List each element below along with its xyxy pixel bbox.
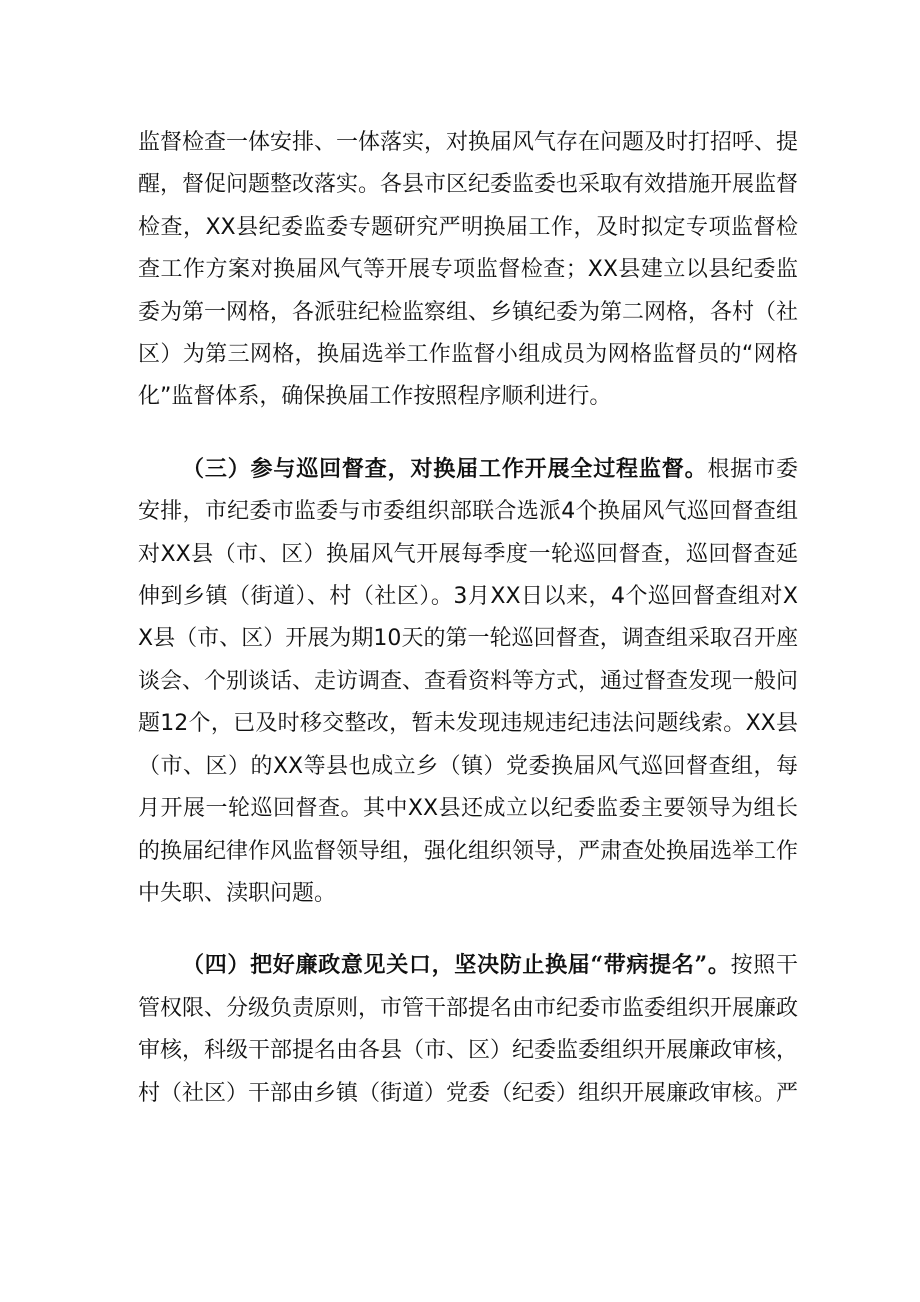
paragraph-section-4 [138, 944, 798, 1115]
section-heading: （四）把好廉政意见关口，坚决防止换届“带病提名”。 [182, 952, 731, 979]
paragraph-section-3 [138, 448, 798, 915]
paragraph-text: 根据市委安排，市纪委市监委与市委组织部联合选派4个换届风气巡回督查组对XX县（市、区）换届风气开展每季度一轮巡回督查，巡回督查延伸到乡镇（街道）、村（社区）。3月XX日以来，4个巡回督查组对XX县（市、区）开展为期10天的第一轮巡回督查，调查组采取召开座谈会、个别谈话、走访调查、查看资料等方式，通过督查发现一般问题12个，已及时移交整改，暂未发现违规违纪违法问题线索。XX县（市、区）的XX等县也成立乡（镇）党委换届风气巡回督查组，每月开展一轮巡回督查。其中XX县还成立以纪委监委主要领导为组长的换届纪律作风监督领导组，强化组织领导，严肃查处换届选举工作中失职、渎职问题。 [138, 456, 799, 906]
paragraph-text: 按照干管权限、分级负责原则，市管干部提名由市纪委市监委组织开展廉政审核，科级干部提名由各县（市、区）纪委监委组织开展廉政审核，村（社区）干部由乡镇（街道）党委（纪委）组织开展廉政审核。严 [138, 953, 799, 1106]
document-body [138, 121, 798, 1115]
section-heading: （三）参与巡回督查，对换届工作开展全过程监督。 [182, 455, 708, 482]
paragraph-continuation [138, 121, 798, 419]
paragraph-text: 监督检查一体安排、一体落实，对换届风气存在问题及时打招呼、提醒，督促问题整改落实。各县市区纪委监委也采取有效措施开展监督检查，XX县纪委监委专题研究严明换届工作，及时拟定专项监督检查工作方案对换届风气等开展专项监督检查；XX县建立以县纪委监委为第一网格，各派驻纪检监察组、乡镇纪委为第二网格，各村（社区）为第三网格，换届选举工作监督小组成员为网格监督员的“网格化”监督体系，确保换届工作按照程序顺利进行。 [138, 130, 799, 410]
